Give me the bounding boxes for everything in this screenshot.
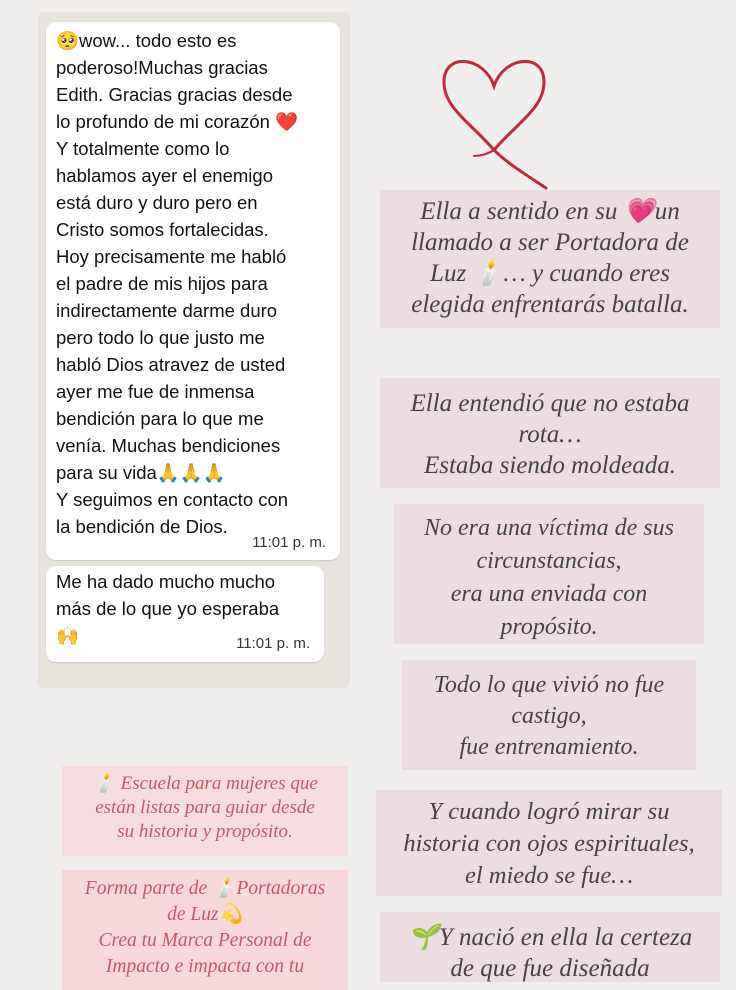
quote-card: Y cuando logró mirar su historia con ojos espirituales, el miedo se fue…	[376, 790, 722, 896]
chat-message-bubble	[46, 566, 324, 662]
quote-card: 🌱Y nació en ella la certeza de que fue diseñada	[380, 912, 720, 982]
message-timestamp: 11:01 p. m.	[236, 635, 310, 652]
message-timestamp: 11:01 p. m.	[252, 534, 326, 551]
heart-outline-icon	[436, 42, 554, 190]
quote-card: Ella a sentido en su 💗un llamado a ser Portadora de Luz 🕯️… y cuando eres elegida enfrentarás batalla.	[380, 190, 720, 328]
quote-card: Todo lo que vivió no fue castigo, fue entrenamiento.	[402, 660, 696, 770]
promo-card: 🕯️ Escuela para mujeres que están listas para guiar desde su historia y propósito.	[62, 766, 348, 856]
quote-card: Ella entendió que no estaba rota… Estaba siendo moldeada.	[380, 378, 720, 488]
quote-card: No era una víctima de sus circunstancias, era una enviada con propósito.	[394, 504, 704, 644]
message-text: 🥺wow... todo esto es poderoso!Muchas gracias Edith. Gracias gracias desde lo profundo de mi corazón ❤️ Y totalmente como lo hablamos ayer el enemigo está duro y duro pero en Cristo somos fortalecidas. Hoy precisamente me habló el padre de mis hijos para indirectamente darme duro pero todo lo que justo me habló Dios atravez de usted ayer me fue de inmensa bendición para lo que me venía. Muchas bendiciones para su vida🙏🙏🙏 Y seguimos en contacto con la bendición de Dios.	[56, 30, 299, 537]
chat-message-bubble	[46, 22, 340, 560]
message-text: Me ha dado mucho mucho más de lo que yo esperaba 🙌	[56, 571, 280, 646]
promo-card: Forma parte de 🕯️Portadoras de Luz💫 Crea tu Marca Personal de Impacto e impacta con tu	[62, 870, 348, 990]
